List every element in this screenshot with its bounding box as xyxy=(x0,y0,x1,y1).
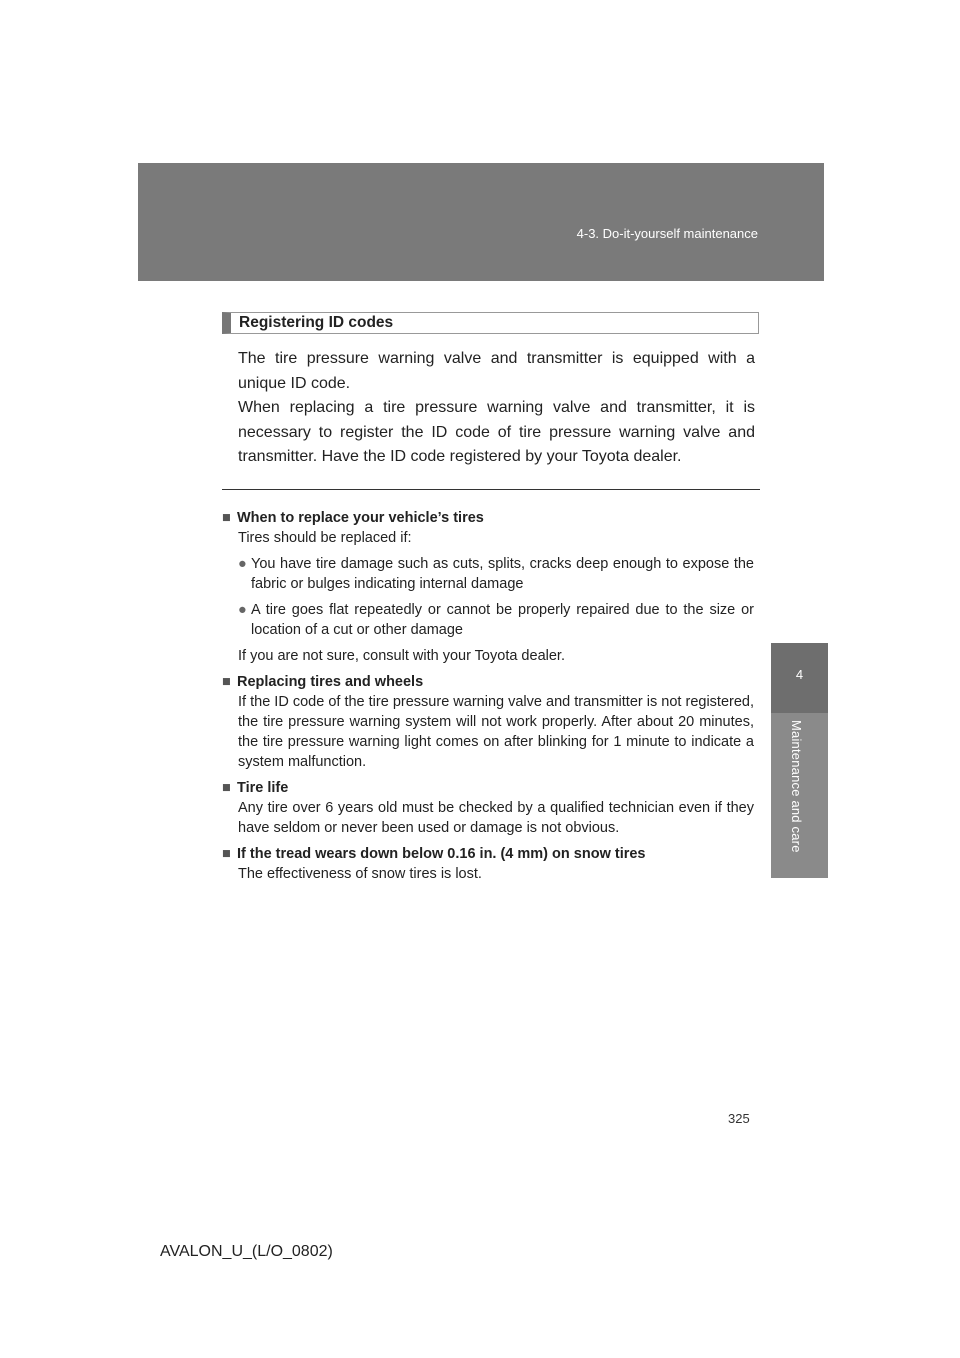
notes-section xyxy=(222,508,754,884)
note-heading: ■ When to replace your vehicle’s tires xyxy=(222,510,484,526)
list-item: ● A tire goes flat repeatedly or cannot be properly repaired due to the size or location of a cut or other damage xyxy=(238,602,754,638)
note-lead: Tires should be replaced if: xyxy=(238,530,412,546)
square-bullet-icon: ■ xyxy=(222,674,231,690)
list-item: ● You have tire damage such as cuts, splits, cracks deep enough to expose the fabric or bulges indicating internal damage xyxy=(238,556,754,592)
divider xyxy=(222,489,760,490)
box-heading xyxy=(222,312,759,334)
header-band xyxy=(138,163,824,281)
square-bullet-icon: ■ xyxy=(222,510,231,526)
square-bullet-icon: ■ xyxy=(222,780,231,796)
intro-paragraph-1: The tire pressure warning valve and transmitter is equipped with a unique ID code. xyxy=(238,350,755,392)
chapter-label: Maintenance and care xyxy=(789,720,804,853)
section-title: 4-3. Do-it-yourself maintenance xyxy=(576,226,758,241)
circle-bullet-icon: ● xyxy=(238,602,247,618)
note-after: If you are not sure, consult with your Toyota dealer. xyxy=(238,648,565,664)
note-text: The effectiveness of snow tires is lost. xyxy=(238,866,482,882)
intro-text xyxy=(238,347,755,470)
intro-paragraph-2: When replacing a tire pressure warning valve and transmitter, it is necessary to register the ID code of tire pressure warning valve and transmitter. Have the ID code registered by your Toyota dealer. xyxy=(238,399,755,465)
circle-bullet-icon: ● xyxy=(238,556,247,572)
note-heading: ■ Replacing tires and wheels xyxy=(222,674,424,690)
note-heading: ■ If the tread wears down below 0.16 in. (4 mm) on snow tires xyxy=(222,846,646,862)
square-bullet-icon: ■ xyxy=(222,846,231,862)
box-heading-text: Registering ID codes xyxy=(239,314,394,331)
note-heading: ■ Tire life xyxy=(222,780,289,796)
note-text: If the ID code of the tire pressure warning valve and transmitter is not registered, the tire pressure warning system will not work properly. After about 20 minutes, the tire pressure warning light comes on after blinking for 1 minute to indicate a system malfunction. xyxy=(238,694,754,770)
chapter-number: 4 xyxy=(795,667,804,682)
note-text: Any tire over 6 years old must be checked by a qualified technician even if they have seldom or never been used or damage is not obvious. xyxy=(238,800,754,836)
footer-code: AVALON_U_(L/O_0802) xyxy=(160,1243,333,1260)
chapter-tab xyxy=(771,643,828,713)
page-number: 325 xyxy=(728,1111,750,1126)
